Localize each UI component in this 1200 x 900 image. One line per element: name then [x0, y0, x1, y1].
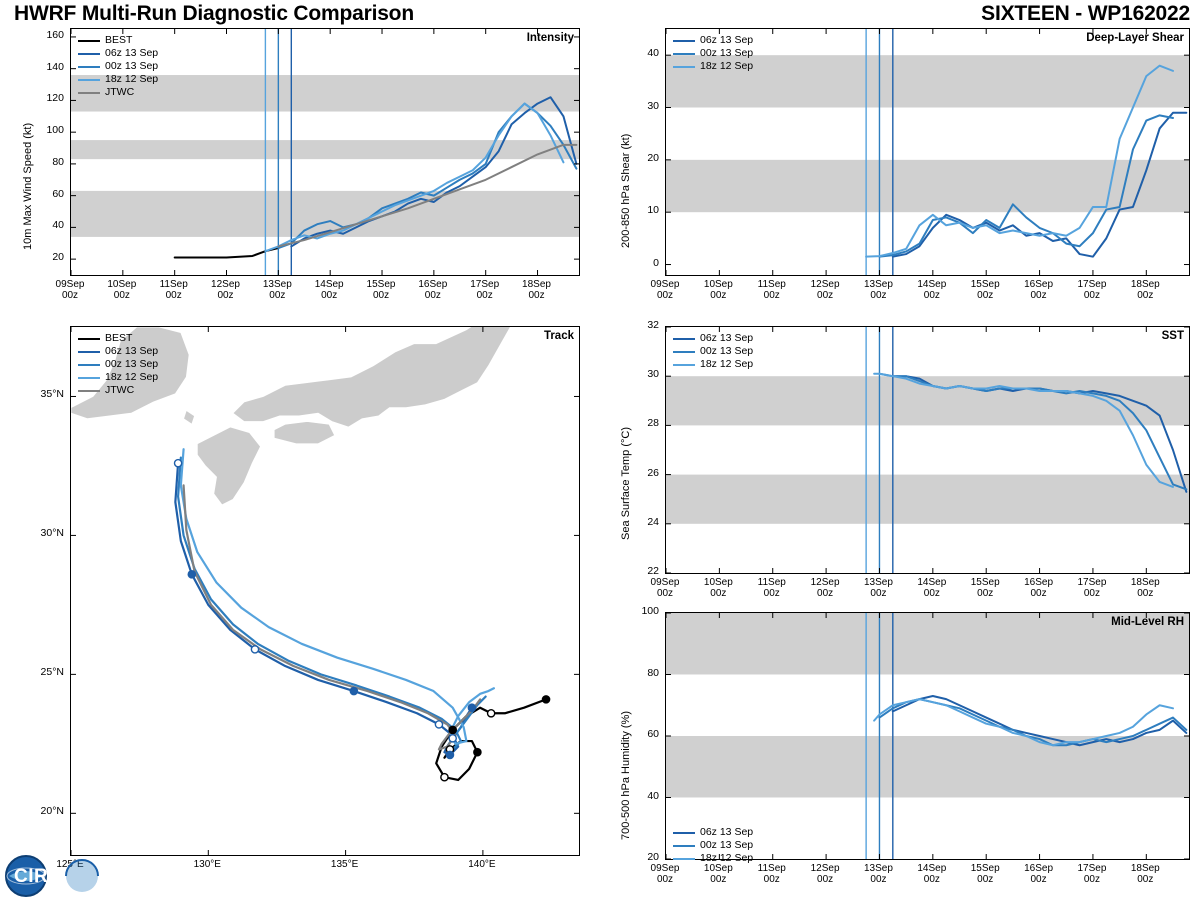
intensity-ytick: 120: [46, 92, 64, 105]
sst-xtick: 18Sep 00z: [1130, 577, 1160, 599]
legend-item[interactable]: [673, 826, 753, 839]
sst-xtick: 17Sep 00z: [1077, 577, 1107, 599]
legend-label: JTWC: [105, 86, 135, 98]
shear-ytick: 0: [653, 256, 659, 269]
legend-label: 00z 13 Sep: [105, 358, 159, 370]
track-xtick: 140°E: [468, 859, 496, 870]
legend-swatch: [78, 364, 100, 366]
rh-xtick: 18Sep 00z: [1130, 863, 1160, 885]
legend-item[interactable]: [78, 34, 158, 47]
sst-xtick: 15Sep 00z: [970, 577, 1000, 599]
legend-swatch: [673, 66, 695, 68]
rh-xtick: 14Sep 00z: [917, 863, 947, 885]
legend-item[interactable]: [78, 358, 158, 371]
legend-label: 00z 13 Sep: [105, 60, 159, 72]
legend-item[interactable]: [78, 86, 158, 99]
intensity-xtick: 13Sep 00z: [262, 279, 292, 301]
legend-item[interactable]: [673, 852, 753, 865]
sst-legend: [673, 332, 753, 371]
legend-swatch: [78, 377, 100, 379]
shear-xtick: 17Sep 00z: [1077, 279, 1107, 301]
rh-y-label: 700-500 hPa Humidity (%): [620, 710, 632, 840]
shear-xtick: 09Sep 00z: [650, 279, 680, 301]
intensity-xtick: 09Sep 00z: [55, 279, 85, 301]
rh-ytick: 20: [647, 851, 659, 863]
shear-xtick: 11Sep 00z: [757, 279, 786, 301]
legend-label: 18z 12 Sep: [105, 371, 159, 383]
legend-swatch: [78, 390, 100, 392]
legend-swatch: [78, 351, 100, 353]
legend-label: 06z 13 Sep: [105, 47, 159, 59]
sst-ytick: 26: [647, 466, 659, 479]
track-ytick: 25°N: [40, 666, 64, 679]
shear-ytick: 20: [647, 151, 659, 164]
shear-xtick: 14Sep 00z: [917, 279, 947, 301]
intensity-xtick: 17Sep 00z: [470, 279, 500, 301]
rh-xtick: 15Sep 00z: [970, 863, 1000, 885]
cira-logo-text: CIRA: [14, 866, 63, 887]
panel-track-title: Track: [543, 330, 574, 342]
page-title: HWRF Multi-Run Diagnostic Comparison: [14, 2, 414, 25]
rh-ytick: 60: [647, 728, 659, 740]
sst-ytick: 30: [647, 368, 659, 381]
intensity-ytick: 40: [52, 219, 64, 232]
rh-xtick: 09Sep 00z: [650, 863, 680, 885]
intensity-xtick: 10Sep 00z: [107, 279, 137, 301]
legend-swatch: [673, 40, 695, 42]
rh-xtick: 10Sep 00z: [703, 863, 733, 885]
rh-ytick: 80: [647, 666, 659, 679]
legend-item[interactable]: [78, 60, 158, 73]
sst-xtick: 11Sep 00z: [757, 577, 786, 599]
legend-swatch: [78, 66, 100, 68]
legend-swatch: [673, 364, 695, 366]
intensity-xtick: 18Sep 00z: [522, 279, 551, 301]
intensity-ytick: 20: [52, 251, 64, 264]
rh-xtick: 11Sep 00z: [757, 863, 786, 885]
rh-ytick: 100: [641, 605, 659, 617]
intensity-ytick: 60: [52, 187, 64, 200]
legend-swatch: [78, 92, 100, 94]
legend-swatch: [673, 832, 695, 834]
cira-logo: [4, 854, 116, 898]
sst-xtick: 14Sep 00z: [917, 577, 947, 599]
track-xtick: 135°E: [330, 859, 359, 870]
legend-swatch: [673, 845, 695, 847]
track-ytick: 35°N: [40, 388, 64, 401]
intensity-legend: [78, 34, 158, 99]
legend-swatch: [78, 338, 100, 340]
storm-title: SIXTEEN - WP162022: [981, 2, 1190, 25]
legend-label: 18z 12 Sep: [700, 358, 754, 370]
sst-xtick: 10Sep 00z: [703, 577, 733, 599]
rh-plot: [666, 613, 1189, 859]
legend-label: 18z 12 Sep: [105, 73, 159, 85]
legend-swatch: [673, 338, 695, 340]
legend-swatch: [673, 351, 695, 353]
intensity-y-label: 10m Max Wind Speed (kt): [22, 122, 34, 250]
legend-label: BEST: [105, 332, 133, 344]
intensity-ytick: 140: [46, 60, 64, 73]
panel-shear-title: Deep-Layer Shear: [1086, 32, 1184, 44]
intensity-xtick: 14Sep 00z: [314, 279, 344, 301]
legend-item[interactable]: [78, 371, 158, 384]
sst-ytick: 28: [647, 417, 659, 430]
legend-label: 00z 13 Sep: [700, 839, 754, 851]
legend-item[interactable]: [673, 358, 753, 371]
sst-ytick: 24: [647, 515, 659, 528]
shear-xtick: 13Sep 00z: [864, 279, 893, 301]
legend-item[interactable]: [673, 60, 753, 73]
track-xtick: 125°E: [56, 859, 84, 870]
intensity-ytick: 160: [46, 28, 64, 41]
legend-label: 00z 13 Sep: [700, 47, 754, 59]
shear-xtick: 18Sep 00z: [1130, 279, 1160, 301]
shear-y-label: 200-850 hPa Shear (kt): [620, 133, 632, 248]
legend-label: 00z 13 Sep: [700, 345, 754, 357]
shear-ytick: 30: [647, 99, 659, 112]
legend-label: 18z 12 Sep: [700, 852, 754, 864]
legend-label: 06z 13 Sep: [700, 332, 754, 344]
panel-rh-title: Mid-Level RH: [1111, 616, 1184, 628]
panel-track: [70, 326, 580, 856]
sst-xtick: 09Sep 00z: [650, 577, 680, 599]
sst-y-label: Sea Surface Temp (°C): [620, 426, 632, 540]
legend-item[interactable]: [78, 73, 158, 86]
shear-xtick: 16Sep 00z: [1024, 279, 1054, 301]
shear-ytick: 40: [647, 47, 659, 60]
intensity-xtick: 16Sep 00z: [418, 279, 448, 301]
rh-xtick: 17Sep 00z: [1077, 863, 1107, 885]
shear-xtick: 10Sep 00z: [703, 279, 733, 301]
sst-ytick: 22: [647, 565, 659, 577]
legend-label: 06z 13 Sep: [700, 826, 754, 838]
intensity-xtick: 15Sep 00z: [366, 279, 396, 301]
shear-xtick: 15Sep 00z: [970, 279, 1000, 301]
sst-xtick: 12Sep 00z: [810, 577, 840, 599]
intensity-ytick: 80: [52, 155, 64, 168]
legend-label: BEST: [105, 34, 133, 46]
sst-xtick: 16Sep 00z: [1024, 577, 1054, 599]
legend-label: 06z 13 Sep: [700, 34, 754, 46]
legend-item[interactable]: [673, 47, 753, 60]
intensity-xtick: 12Sep 00z: [211, 279, 240, 301]
track-ytick: 30°N: [40, 527, 64, 540]
sst-xtick: 13Sep 00z: [864, 577, 893, 599]
rh-legend: [673, 826, 753, 865]
rh-ytick: 40: [647, 789, 659, 802]
shear-ytick: 10: [647, 204, 659, 217]
legend-item[interactable]: [673, 332, 753, 345]
shear-legend: [673, 34, 753, 73]
legend-item[interactable]: [78, 332, 158, 345]
legend-item[interactable]: [673, 345, 753, 358]
legend-item[interactable]: [78, 345, 158, 358]
legend-swatch: [78, 40, 100, 42]
rh-xtick: 13Sep 00z: [864, 863, 893, 885]
track-plot: [71, 327, 579, 855]
legend-swatch: [78, 53, 100, 55]
panel-sst-title: SST: [1161, 330, 1184, 342]
intensity-ytick: 100: [46, 124, 64, 137]
legend-label: 06z 13 Sep: [105, 345, 159, 357]
legend-item[interactable]: [78, 384, 158, 397]
legend-label: JTWC: [105, 384, 135, 396]
shear-xtick: 12Sep 00z: [810, 279, 840, 301]
rh-xtick: 12Sep 00z: [810, 863, 840, 885]
legend-item[interactable]: [78, 47, 158, 60]
legend-item[interactable]: [673, 34, 753, 47]
legend-swatch: [673, 858, 695, 860]
track-ytick: 20°N: [40, 805, 64, 818]
legend-swatch: [673, 53, 695, 55]
track-legend: [78, 332, 158, 397]
track-xtick: 130°E: [193, 859, 221, 870]
panel-intensity-title: Intensity: [526, 32, 574, 44]
legend-swatch: [78, 79, 100, 81]
legend-label: 18z 12 Sep: [700, 60, 754, 72]
rh-xtick: 16Sep 00z: [1024, 863, 1054, 885]
panel-rh: [665, 612, 1190, 860]
intensity-xtick: 11Sep 00z: [159, 279, 188, 301]
sst-ytick: 32: [647, 319, 659, 331]
legend-item[interactable]: [673, 839, 753, 852]
